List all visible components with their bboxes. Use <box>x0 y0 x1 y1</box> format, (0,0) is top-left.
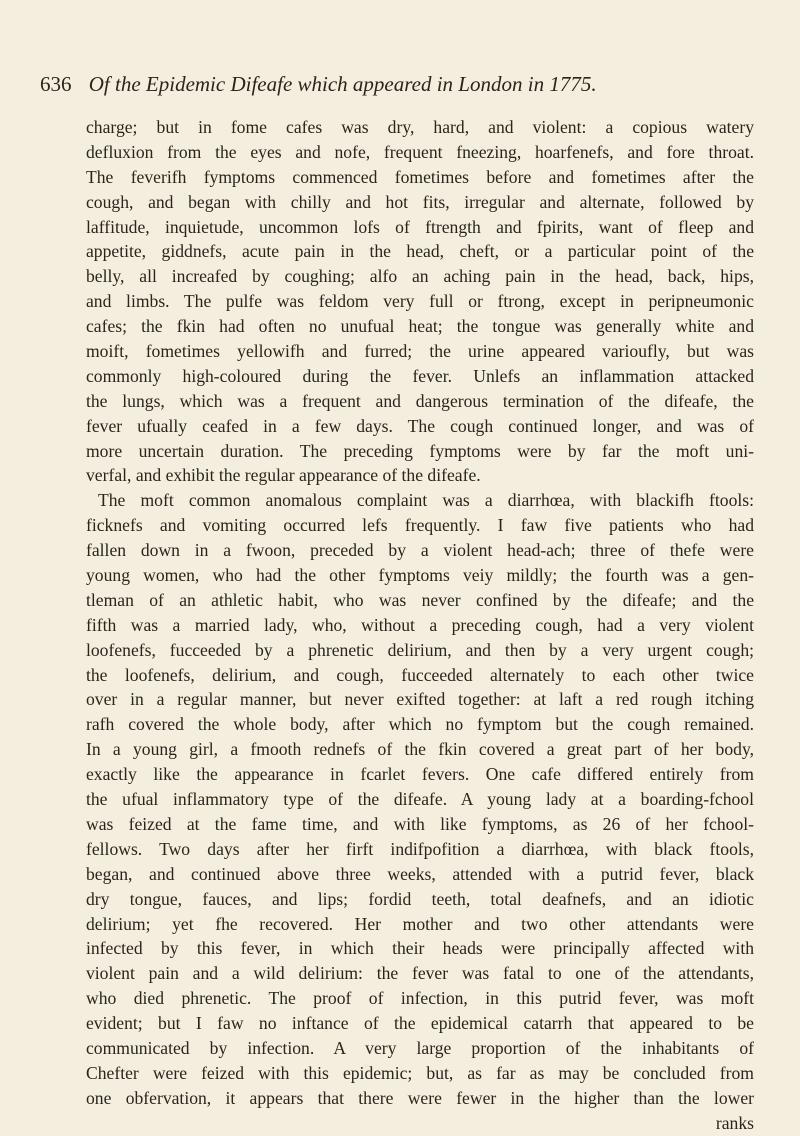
text-line: The feverifh fymptoms commenced fometimes before and fometimes after the <box>86 166 754 187</box>
running-title: Of the Epidemic Difeafe which appeared in London in 1775. <box>88 72 597 96</box>
text-line: cough, and began with chilly and hot fits, irregular and alternate, followed by <box>86 191 754 212</box>
text-line: who died phrenetic. The proof of infection, in this putrid fever, was moft <box>86 988 754 1009</box>
text-line: exactly like the appearance in fcarlet fevers. One cafe differed entirely from <box>86 764 754 785</box>
text-line: laffitude, inquietude, uncommon lofs of ftrength and fpirits, want of fleep and <box>86 216 754 237</box>
text-line: delirium; yet fhe recovered. Her mother and two other attendants were <box>86 913 754 934</box>
text-line: the ufual inflammatory type of the difeafe. A young lady at a boarding-fchool <box>86 789 754 810</box>
text-line: ficknefs and vomiting occurred lefs frequently. I faw five patients who had <box>86 515 754 536</box>
text-line: began, and continued above three weeks, attended with a putrid fever, black <box>86 863 754 884</box>
text-line: was feized at the fame time, and with like fymptoms, as 26 of her fchool- <box>86 813 754 834</box>
text-line: In a young girl, a fmooth rednefs of the fkin covered a great part of her body, <box>86 739 754 760</box>
text-line: verfal, and exhibit the regular appearance of the difeafe. <box>86 465 481 486</box>
text-line: The moft common anomalous complaint was a diarrhœa, with blackifh ftools: <box>98 490 754 511</box>
text-line: tleman of an athletic habit, who was never confined by the difeafe; and the <box>86 589 754 610</box>
text-line: infected by this fever, in which their heads were principally affected with <box>86 938 754 959</box>
text-line: belly, all increafed by coughing; alfo an aching pain in the head, back, hips, <box>86 266 754 287</box>
text-line: cafes; the fkin had often no unufual heat; the tongue was generally white and <box>86 316 754 337</box>
text-line: dry tongue, fauces, and lips; fordid teeth, total deafnefs, and an idiotic <box>86 888 754 909</box>
text-line: the loofenefs, delirium, and cough, fucceeded alternately to each other twice <box>86 664 754 685</box>
text-line: ranks <box>715 1112 754 1133</box>
page-number: 636 <box>40 72 72 96</box>
text-line: violent pain and a wild delirium: the fever was fatal to one of the attendants, <box>86 963 754 984</box>
text-line: loofenefs, fucceeded by a phrenetic delirium, and then by a very urgent cough; <box>86 639 754 660</box>
text-line: over in a regular manner, but never exifted together: at laft a red rough itching <box>86 689 754 710</box>
text-line: evident; but I faw no inftance of the epidemical catarrh that appeared to be <box>86 1013 754 1034</box>
text-line: rafh covered the whole body, after which no fymptom but the cough remained. <box>86 714 754 735</box>
text-line: the lungs, which was a frequent and dangerous termination of the difeafe, the <box>86 390 754 411</box>
text-line: commonly high-coloured during the fever. Unlefs an inflammation attacked <box>86 365 754 386</box>
text-line: Chefter were feized with this epidemic; but, as far as may be concluded from <box>86 1062 754 1083</box>
text-line: moift, fometimes yellowifh and furred; the urine appeared varioufly, but was <box>86 341 754 362</box>
text-line: and limbs. The pulfe was feldom very full or ftrong, except in peripneumonic <box>86 291 754 312</box>
text-line: fallen down in a fwoon, preceded by a violent head-ach; three of thefe were <box>86 540 754 561</box>
text-line: fever ufually ceafed in a few days. The cough continued longer, and was of <box>86 415 754 436</box>
text-line: appetite, giddnefs, acute pain in the head, cheft, or a particular point of the <box>86 241 754 262</box>
text-line: defluxion from the eyes and nofe, frequent fneezing, hoarfenefs, and fore throat. <box>86 141 754 162</box>
text-line: fellows. Two days after her firft indifpofition a diarrhœa, with black ftools, <box>86 838 754 859</box>
text-line: communicated by infection. A very large proportion of the inhabitants of <box>86 1037 754 1058</box>
text-line: fifth was a married lady, who, without a preceding cough, had a very violent <box>86 614 754 635</box>
text-line: young women, who had the other fymptoms veiy mildly; the fourth was a gen- <box>86 565 754 586</box>
text-line: one obfervation, it appears that there were fewer in the higher than the lower <box>86 1087 754 1108</box>
text-line: charge; but in fome cafes was dry, hard, and violent: a copious watery <box>86 117 754 137</box>
running-header <box>40 72 760 97</box>
text-line: more uncertain duration. The preceding fymptoms were by far the moft uni- <box>86 440 754 461</box>
body-text <box>86 115 754 1136</box>
